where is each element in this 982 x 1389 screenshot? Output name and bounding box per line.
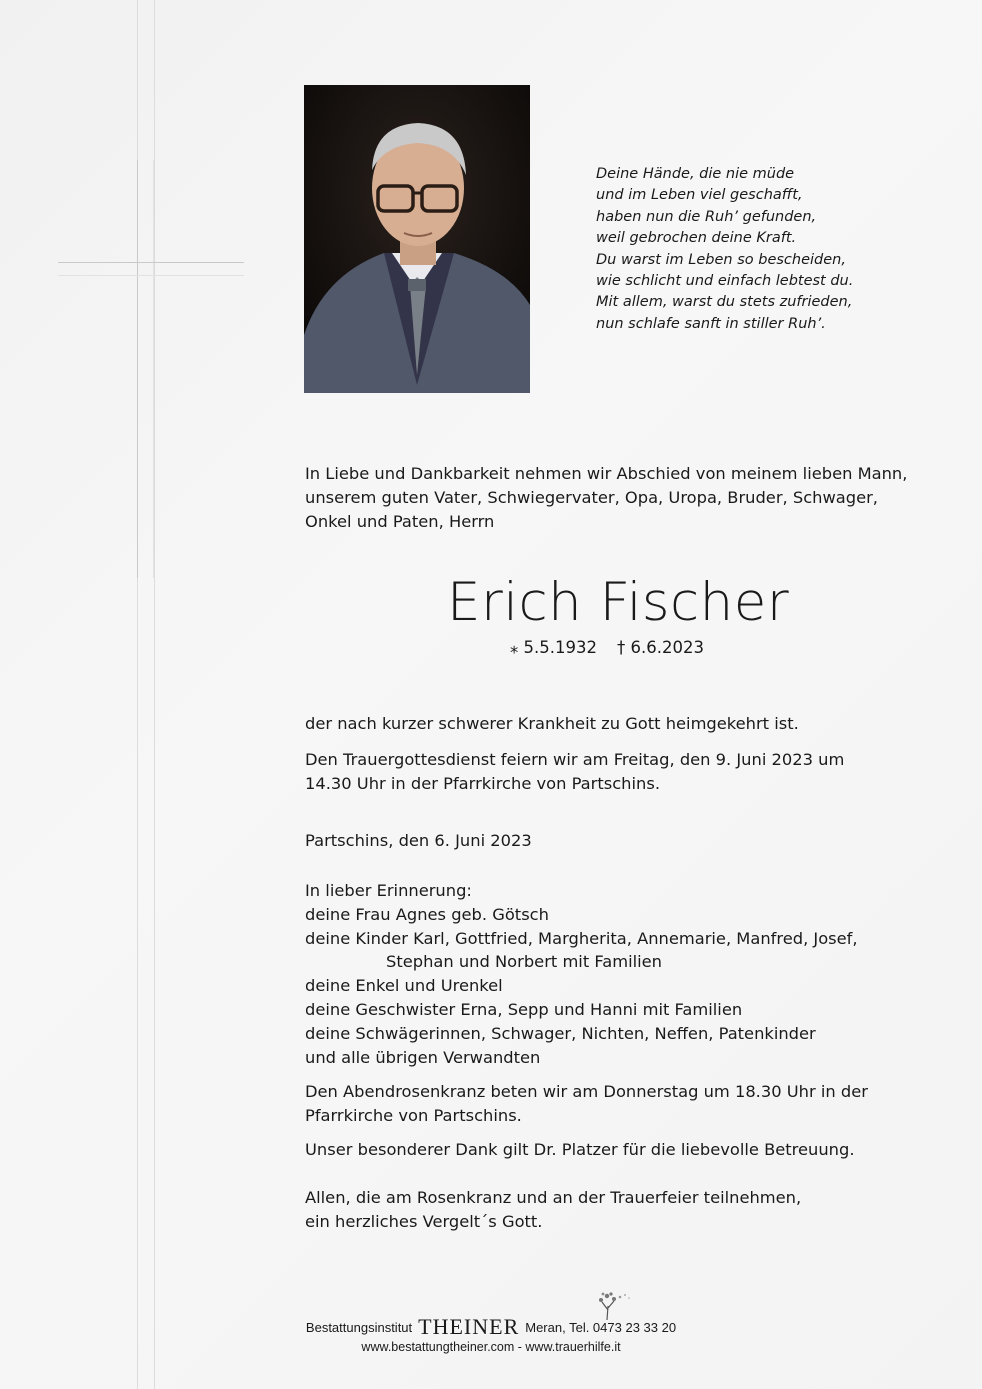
death-date: † 6.6.2023 xyxy=(616,638,704,657)
family-heading: In lieber Erinnerung: xyxy=(305,881,472,900)
rosary-line: Pfarrkirche von Partschins. xyxy=(305,1105,522,1125)
poem-line: wie schlicht und einfach lebtest du. xyxy=(596,273,854,290)
family-children-cont: Stephan und Norbert mit Familien xyxy=(386,952,663,972)
returned-sentence: der nach kurzer schwerer Krankheit zu Gott heimgekehrt ist. xyxy=(305,714,799,733)
family-list xyxy=(305,879,858,1069)
family-inlaws: deine Schwägerinnen, Schwager, Nichten, Neffen, Patenkinder xyxy=(305,1023,816,1043)
memorial-poem xyxy=(596,164,896,335)
poem-line: haben nun die Ruh’ gefunden, xyxy=(596,208,817,225)
service-line: Den Trauergottesdienst feiern wir am Freitag, den 9. Juni 2023 um xyxy=(305,750,845,769)
poem-line: Deine Hände, die nie müde xyxy=(596,166,795,182)
poem-line: weil gebrochen deine Kraft. xyxy=(596,230,797,247)
poem-line: Mit allem, warst du stets zufrieden, xyxy=(596,294,853,311)
rosary-paragraph xyxy=(305,1080,868,1128)
thanks-sentence: Unser besonderer Dank gilt Dr. Platzer für die liebevolle Betreuung. xyxy=(305,1140,855,1159)
family-siblings: deine Geschwister Erna, Sepp und Hanni mit Familien xyxy=(305,999,743,1019)
family-children: deine Kinder Karl, Gottfried, Margherita, Annemarie, Manfred, Josef, xyxy=(305,928,858,948)
family-grandchildren: deine Enkel und Urenkel xyxy=(305,976,503,996)
place-date: Partschins, den 6. Juni 2023 xyxy=(305,831,532,850)
life-dates xyxy=(510,638,724,657)
family-relatives: und alle übrigen Verwandten xyxy=(305,1047,541,1067)
portrait-photo xyxy=(304,85,530,393)
final-line: ein herzliches Vergelt´s Gott. xyxy=(305,1211,543,1231)
deceased-name: Erich Fischer xyxy=(447,572,790,633)
footer-websites: www.bestattungtheiner.com - www.trauerhilfe.it xyxy=(361,1340,621,1354)
border-line-right xyxy=(154,0,155,1389)
footer-company xyxy=(0,1314,982,1340)
poem-line: Du warst im Leben so bescheiden, xyxy=(596,251,846,268)
cross-icon-vertical xyxy=(137,160,154,578)
final-line: Allen, die am Rosenkranz und an der Trauerfeier teilnehmen, xyxy=(305,1188,802,1207)
birth-date: ⁎ 5.5.1932 xyxy=(510,638,597,657)
intro-line: Onkel und Paten, Herrn xyxy=(305,511,495,531)
poem-line: und im Leben viel geschafft, xyxy=(596,187,803,204)
intro-line: In Liebe und Dankbarkeit nehmen wir Abschied von meinem lieben Mann, xyxy=(305,464,908,483)
final-paragraph xyxy=(305,1186,801,1234)
portrait-illustration xyxy=(304,85,530,393)
footer-brand: THEINER xyxy=(418,1314,520,1339)
service-paragraph xyxy=(305,748,844,796)
intro-paragraph xyxy=(305,462,907,533)
footer-contact: Meran, Tel. 0473 23 33 20 xyxy=(525,1320,677,1335)
service-line: 14.30 Uhr in der Pfarrkirche von Partschins. xyxy=(305,773,660,793)
cross-icon-center xyxy=(138,263,153,275)
rosary-line: Den Abendrosenkranz beten wir am Donnerstag um 18.30 Uhr in der xyxy=(305,1082,868,1101)
poem-line: nun schlafe sanft in stiller Ruh’. xyxy=(596,315,826,332)
family-wife: deine Frau Agnes geb. Götsch xyxy=(305,904,549,924)
footer-institute: Bestattungsinstitut xyxy=(305,1320,413,1335)
intro-line: unserem guten Vater, Schwiegervater, Opa, Uropa, Bruder, Schwager, xyxy=(305,487,878,507)
